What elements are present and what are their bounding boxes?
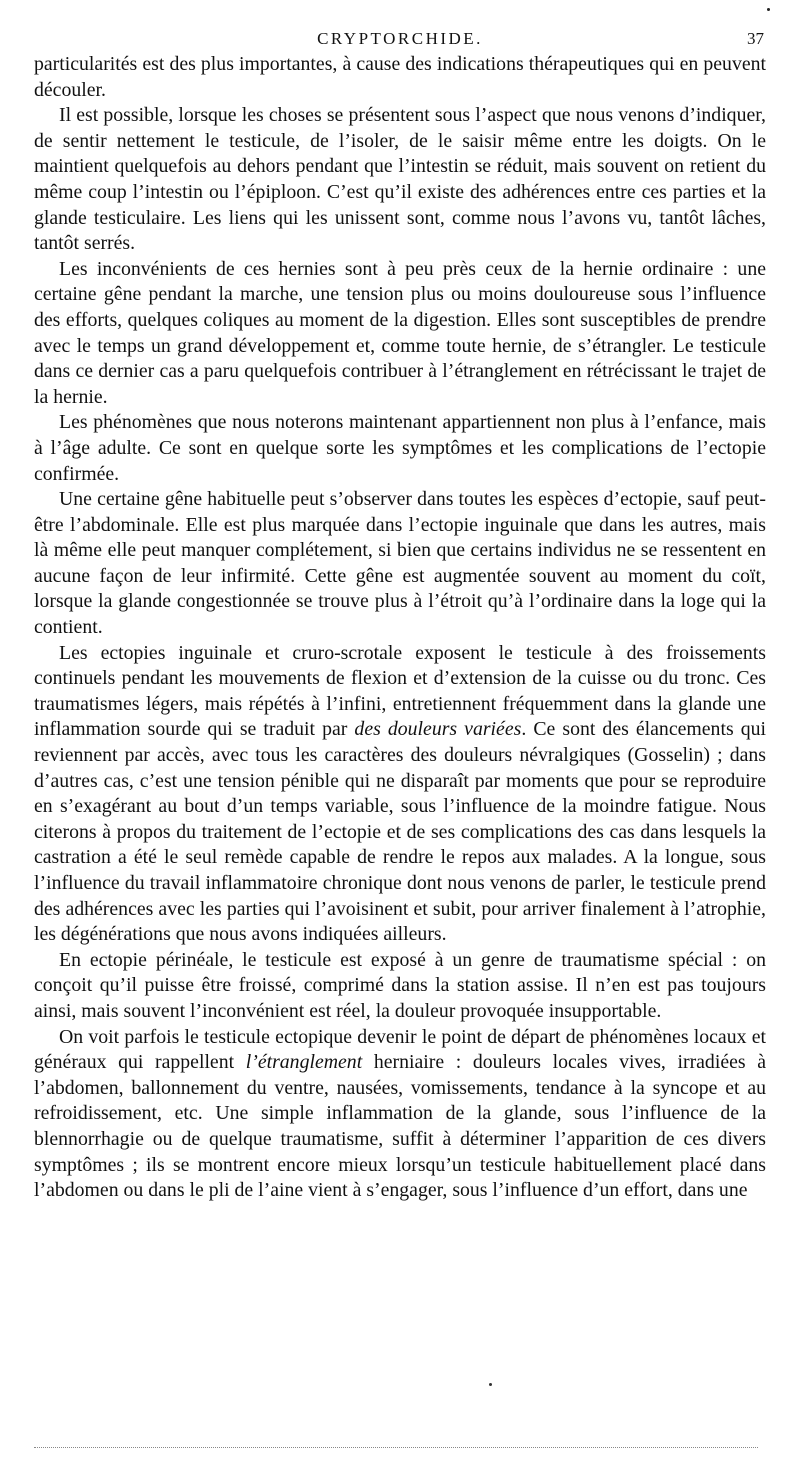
text-run: Les ectopies inguinale et cruro-scrotale exposent le testicule à des froissements continuels pendant les mouvements de flexion et d’extension de la cuisse ou du tronc. Ces traumatismes légers, mais répétés à l’infini, entretiennent fréquemment dans la glande une inflammation sourde qui se traduit par bbox=[34, 641, 766, 741]
page-number: 37 bbox=[747, 29, 764, 48]
running-title: CRYPTORCHIDE. bbox=[317, 29, 483, 48]
text-run: Les inconvénients de ces hernies sont à peu près ceux de la hernie ordinaire : une certaine gêne pendant la marche, une tension plus ou moins douloureuse sous l’influence des efforts, quelques coliques au moment de la digestion. Elles sont susceptibles de prendre avec le temps un grand développement et, comme toute hernie, de s’étrangler. Le testicule dans ce dernier cas a paru quelquefois contribuer à l’étranglement en rétrécissant le trajet de la hernie. bbox=[34, 257, 766, 408]
text-run: . Ce sont des élancements qui reviennent par accès, avec tous les caractères des douleurs névralgiques (Gosselin) ; dans d’autres cas, c’est une tension pénible qui ne disparaît par moments que pour se reproduire en s’exagérant au bout d’un temps variable, sous l’influence de la moindre fatigue. Nous citerons à propos du traitement de l’ectopie et de ses complications des cas dans lesquels la castration a été le seul remède capable de rendre le repos aux malades. A la longue, sous l’influence du travail inflammatoire chronique dont nous venons de parler, le testicule prend des adhérences avec les parties qui l’avoisinent et subit, pour arriver finalement à l’atrophie, les dégénérations que nous avons indiquées ailleurs. bbox=[34, 718, 766, 946]
paragraph bbox=[34, 410, 766, 487]
paragraph bbox=[34, 52, 766, 103]
italic-text: l’étranglement bbox=[245, 1051, 363, 1074]
running-header bbox=[34, 28, 766, 50]
paragraph bbox=[34, 948, 766, 1025]
text-run: Il est possible, lorsque les choses se présentent sous l’aspect que nous venons d’indiquer, de sentir nettement le testicule, de l’isoler, de le saisir même entre les doigts. On le maintient quelquefois au dehors pendant que l’intestin se réduit, mais souvent on retient du même coup l’intestin ou l’épiploon. C’est qu’il existe des adhérences entre ces parties et la glande testiculaire. Les liens qui les unissent sont, comme nous l’avons vu, tantôt lâches, tantôt serrés. bbox=[34, 104, 766, 255]
italic-text: des douleurs variées bbox=[354, 718, 522, 741]
text-run: Une certaine gêne habituelle peut s’observer dans toutes les espèces d’ectopie, sauf peut-être l’abdominale. Elle est plus marquée dans l’ectopie inguinale que dans les autres, mais là même elle peut manquer complétement, si bien que certains individus ne se ressentent en aucune façon de leur infirmité. Cette gêne est augmentée souvent au moment du coït, lorsque la glande congestionnée se trouve plus à l’étroit qu’à l’ordinaire dans la loge qui la contient. bbox=[34, 488, 766, 639]
paragraph bbox=[34, 1025, 766, 1204]
text-run: particularités est des plus importantes, à cause des indications thérapeutiques qui en peuvent découler. bbox=[34, 53, 766, 101]
book-page bbox=[34, 28, 766, 1204]
print-speck bbox=[767, 8, 770, 11]
text-run: On voit parfois le testicule ectopique devenir le point de départ de phénomènes locaux et généraux qui rappellent bbox=[34, 1025, 766, 1074]
paragraph bbox=[34, 641, 766, 948]
paragraph bbox=[34, 103, 766, 257]
paragraph bbox=[34, 487, 766, 641]
bottom-dotted-rule bbox=[34, 1447, 758, 1448]
paragraph bbox=[34, 257, 766, 411]
text-run: Les phénomènes que nous noterons maintenant appartiennent non plus à l’enfance, mais à l’âge adulte. Ce sont en quelque sorte les symptômes et les complications de l’ectopie confirmée. bbox=[34, 411, 766, 485]
text-run: En ectopie périnéale, le testicule est exposé à un genre de traumatisme spécial : on conçoit qu’il puisse être froissé, comprimé dans la station assise. Il n’en est pas toujours ainsi, mais souvent l’inconvénient est réel, la douleur provoquée insupportable. bbox=[34, 948, 766, 1022]
print-speck bbox=[489, 1383, 492, 1386]
body-text bbox=[34, 52, 766, 1204]
text-run: herniaire : douleurs locales vives, irradiées à l’abdomen, ballonnement du ventre, nausées, vomissements, tendance à la syncope et au refroidissement, etc. Une simple inflammation de la glande, sous l’influence de la blennorrhagie ou de quelque traumatisme, suffit à déterminer l’apparition de ces divers symptômes ; ils se montrent encore mieux lorsqu’un testicule habituellement placé dans l’abdomen ou dans le pli de l’aine vient à s’engager, sous l’influence d’un effort, dans une bbox=[34, 1051, 766, 1202]
